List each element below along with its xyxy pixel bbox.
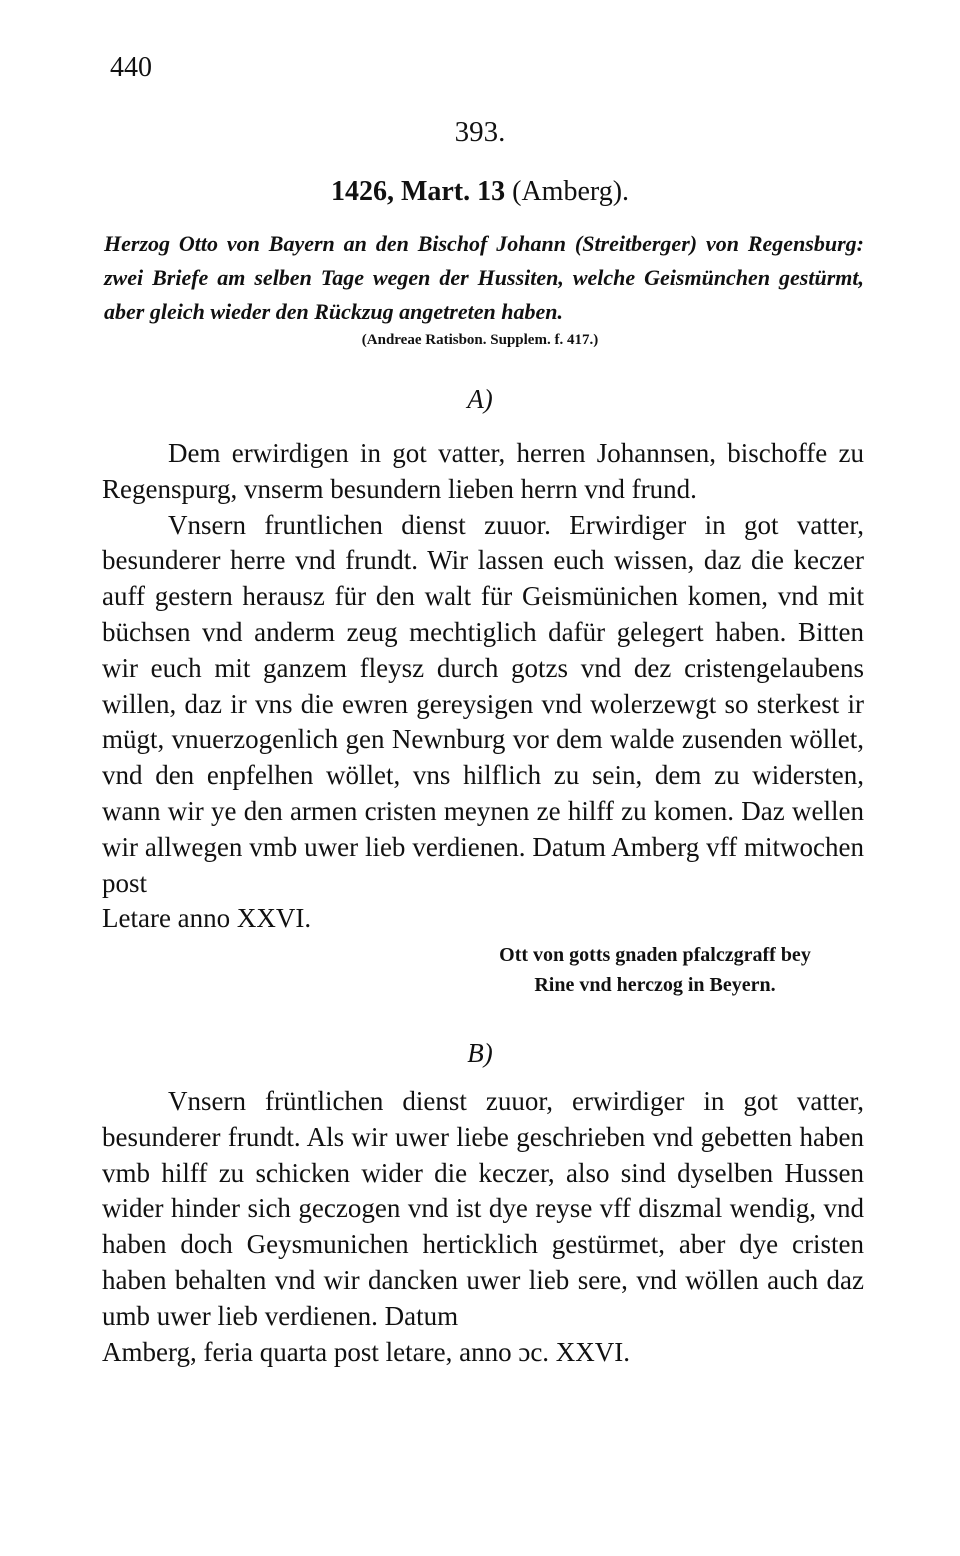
- letter-b-body: Vnsern früntlichen dienst zuuor, erwirdiger in got vatter, besunderer frundt. Als wir uwer liebe geschrieben vnd gebetten haben vmb hilff zu schicken wider die keczer, also sind dyselben Hussen wider hinder sich geczogen vnd ist dye reyse vff diszmal wendig, vnd haben doch Geysmunichen herticklich gestürmet, aber dye cristen haben behalten vnd wir dancken uwer lieb sere, vnd wöllen auch daz umb uwer lieb verdienen. Datum: [102, 1086, 864, 1331]
- letter-a: [102, 436, 864, 937]
- source-note: (Andreae Ratisbon. Supplem. f. 417.): [361, 332, 599, 348]
- date-line: [0, 176, 960, 208]
- section-marker-b: B): [467, 1038, 493, 1068]
- letter-b: [102, 1084, 864, 1370]
- letter-b-closing: Amberg, feria quarta post letare, anno ɔc. XXVI.: [102, 1336, 631, 1367]
- page-number: 440: [110, 52, 152, 83]
- document-number: 393.: [454, 116, 506, 148]
- letter-a-closing: Letare anno XXVI.: [102, 903, 312, 934]
- document-summary: Herzog Otto von Bayern an den Bischof Johann (Streitberger) von Regensburg: zwei Briefe am selben Tage wegen der Hussiten, welche Geismünchen gestürmt, aber gleich wieder den Rückzug angetreten haben.: [104, 231, 864, 324]
- signature: [430, 940, 880, 1000]
- document-date: 1426, Mart. 13: [330, 176, 506, 207]
- section-marker-a: A): [467, 384, 493, 414]
- signature-line-2: Rine vnd herczog in Beyern.: [534, 974, 776, 996]
- signature-line-1: Ott von gotts gnaden pfalczgraff bey: [499, 944, 811, 966]
- letter-a-address: Dem erwirdigen in got vatter, herren Johannsen, bischoffe zu Regenspurg, vnserm besundern lieben herrn vnd frund.: [102, 438, 864, 504]
- letter-a-body: Vnsern fruntlichen dienst zuuor. Erwirdiger in got vatter, besunderer herre vnd frundt. Wir lassen euch wissen, daz die keczer auff gestern herausz für den walt für Geismünichen komen, vnd mit büchsen vnd anderm zeug mechtiglich dafür gelegert haben. Bitten wir euch mit ganzem fleysz durch gotzs vnd dez cristengelaubens willen, daz ir vns die ewren gereysigen vnd wolerzewgt so sterkest ir mügt, vnuerzogenlich gen Newnburg vor dem walde zusenden wöllet, vnd den enpfelhen wöllet, vns hilflich zu sein, dem zu widersten, wann wir ye den armen cristen meynen ze hilff zu komen. Daz wellen wir allwegen vmb uwer lieb verdienen. Datum Amberg vff mitwochen post: [102, 509, 864, 898]
- document-place: (Amberg).: [512, 176, 630, 207]
